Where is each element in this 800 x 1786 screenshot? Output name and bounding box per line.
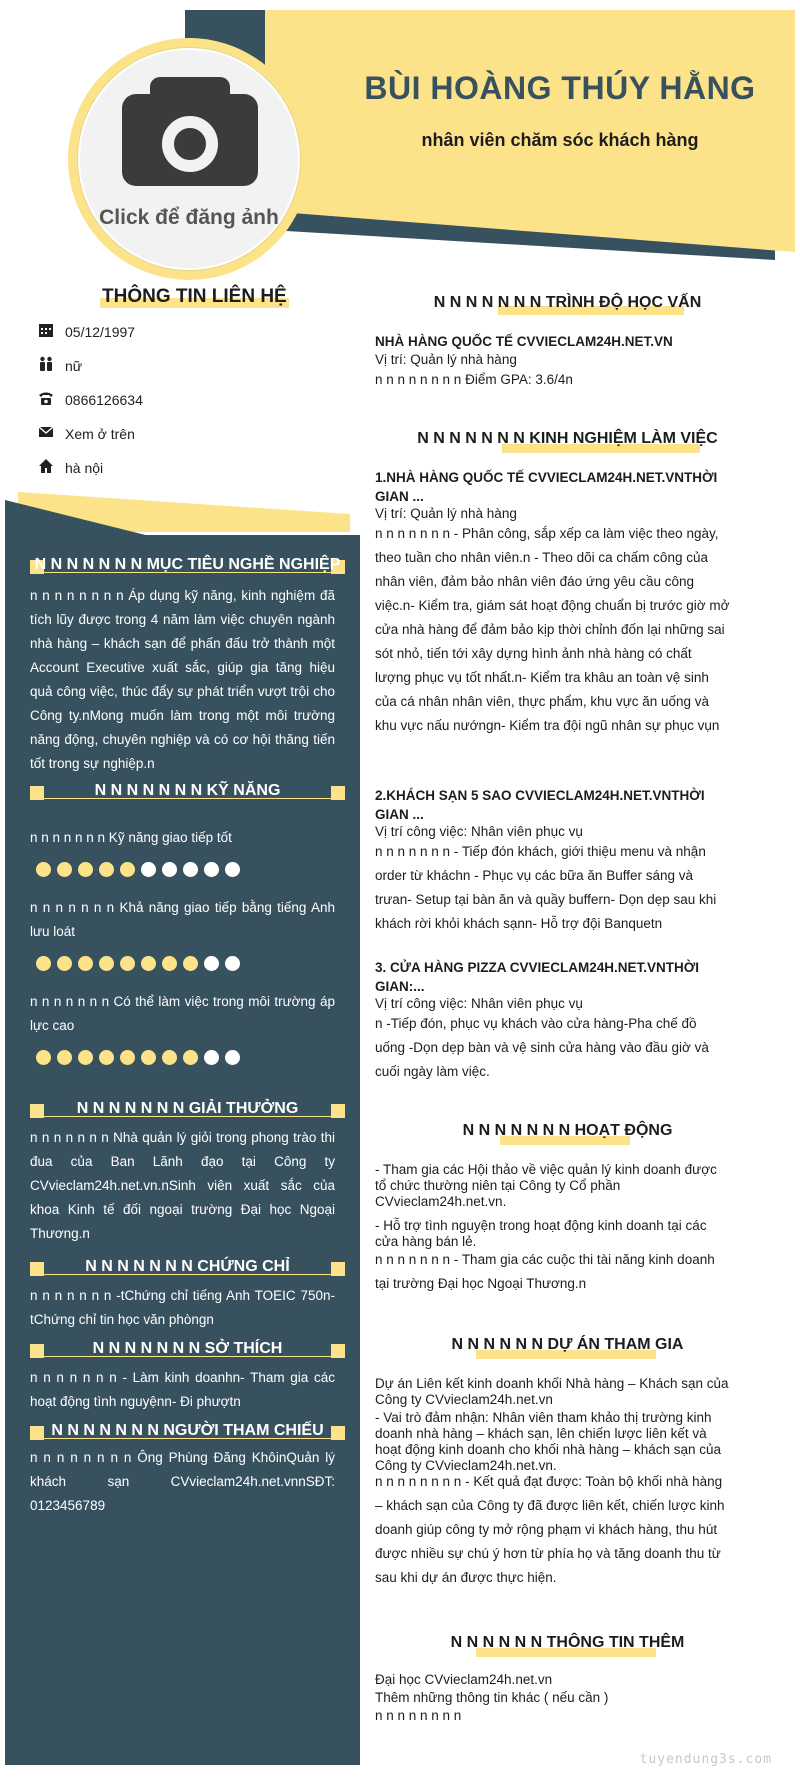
rating-dot-filled (36, 1050, 51, 1065)
job-description[interactable]: n n n n n n n - Tiếp đón khách, giới thiệu menu và nhận order từ kháchn - Phục vụ các bữa ăn Buffer sáng và trưan- Setup tại bàn ăn và quầy buffern- Dọn dẹp sau khi khách rời khỏi khách sạnn- Hỗ trợ đội Banquetn (375, 844, 717, 931)
camera-lens-icon (162, 116, 218, 172)
additional-line[interactable]: Thêm những thông tin khác ( nếu cần ) (375, 1690, 609, 1705)
activity-item[interactable]: n n n n n n n - Tham gia các cuộc thi tài năng kinh doanh tại trường Đại học Ngoại Thương.n (375, 1252, 715, 1291)
rating-dot-filled (120, 862, 135, 877)
job-position[interactable]: Vị trí công việc: Nhân viên phục vụ (375, 996, 583, 1011)
rating-dot-filled (99, 956, 114, 971)
avatar-upload[interactable] (78, 48, 300, 270)
job-description[interactable]: n n n n n n n - Phân công, sắp xếp ca làm việc theo ngày, theo tuần cho nhân viên.n - Theo dõi ca chấm công của nhân viên, đảm bảo nhân viên đáo ứng yêu cầu công việc.n- Kiểm tra, giám sát hoạt động chuẩn bị trước giờ mở cửa nhà hàng để đảm bảo kịp thời chỉnh đốn lại những sai sót nhỏ, tiến tới xây dựng hình ảnh nhà hàng có chất lượng phục vụ tốt nhất.n- Kiểm tra khâu an toàn vệ sinh của cá nhân nhân viên, thực phẩm, khu vực ăn uống và khu vực nấu nướngn- Kiểm tra đội ngũ nhân sự phục vụn (375, 526, 730, 733)
rating-dot-empty (141, 862, 156, 877)
home-icon (38, 458, 54, 474)
rating-dot-filled (120, 1050, 135, 1065)
rating-dot-filled (36, 956, 51, 971)
rating-dot-filled (162, 1050, 177, 1065)
rating-dot-empty (183, 862, 198, 877)
envelope-icon (38, 424, 54, 440)
rating-dot-filled (78, 862, 93, 877)
rating-dot-filled (99, 862, 114, 877)
watermark: tuyendung3s.com (639, 1752, 772, 1767)
certificates-text[interactable]: n n n n n n n -tChứng chỉ tiếng Anh TOEIC 750n-tChứng chỉ tin học văn phòngn (30, 1288, 335, 1327)
contact-address-value: hà nội (65, 460, 104, 476)
project-role[interactable]: - Vai trò đảm nhận: Nhân viên tham khảo thị trường kinh doanh nhà hàng – khách sạn, lên chiến lược liên kết và hoạt động kinh doanh cho khối nhà hàng – khách sạn của Công ty CVvieclam24h.net.vn. (375, 1410, 722, 1473)
rating-dot-filled (183, 956, 198, 971)
rating-dot-filled (120, 956, 135, 971)
project-name[interactable]: Dự án Liên kết kinh doanh khối Nhà hàng – Khách sạn của Công ty CVvieclam24h.net.vn (375, 1376, 729, 1407)
education-school[interactable]: NHÀ HÀNG QUỐC TẾ CVVIECLAM24H.NET.VN (375, 334, 673, 349)
additional-line[interactable]: n n n n n n n n (375, 1708, 462, 1723)
rating-dot-empty (204, 1050, 219, 1065)
activity-item[interactable]: - Tham gia các Hội thảo về việc quản lý kinh doanh được tổ chức thường niên tại Công ty Cổ phần CVvieclam24h.net.vn. (375, 1162, 717, 1209)
contact-phone-value: 0866126634 (65, 392, 143, 408)
education-title: N N N N N N N TRÌNH ĐỘ HỌC VẤN (433, 294, 702, 311)
rating-dot-empty (225, 1050, 240, 1065)
rating-dot-filled (57, 862, 72, 877)
references-title: N N N N N N N NGƯỜI THAM CHIẾU (51, 1422, 324, 1439)
rating-dot-empty (225, 956, 240, 971)
phone-icon (38, 390, 54, 406)
job-heading[interactable]: 1.NHÀ HÀNG QUỐC TẾ CVVIECLAM24H.NET.VNTHỜI GIAN ... (375, 470, 718, 504)
rating-dot-filled (141, 1050, 156, 1065)
hobbies-text[interactable]: n n n n n n n - Làm kinh doanhn- Tham gia các hoạt động tình nguyệnn- Đi phượtn (30, 1370, 335, 1409)
job-heading[interactable]: 2.KHÁCH SẠN 5 SAO CVVIECLAM24H.NET.VNTHỜI GIAN ... (375, 788, 705, 822)
contact-gender-value: nữ (65, 358, 83, 374)
rating-dot-filled (57, 1050, 72, 1065)
contact-title: THÔNG TIN LIÊN HỆ (102, 286, 287, 307)
contact-birthday-value: 05/12/1997 (65, 324, 136, 340)
awards-title: N N N N N N N GIẢI THƯỞNG (76, 1100, 299, 1117)
job-position[interactable]: Vị trí công việc: Nhân viên phục vụ (375, 824, 583, 839)
activity-item[interactable]: - Hỗ trợ tình nguyện trong hoạt động kinh doanh tại các cửa hàng bán lẻ. (375, 1218, 707, 1249)
candidate-name[interactable]: BÙI HOÀNG THÚY HẰNG (364, 70, 756, 106)
rating-dot-filled (183, 1050, 198, 1065)
rating-dot-filled (57, 956, 72, 971)
hobbies-title: N N N N N N N SỞ THÍCH (92, 1340, 283, 1357)
rating-dot-empty (162, 862, 177, 877)
rating-dot-filled (141, 956, 156, 971)
rating-dot-empty (225, 862, 240, 877)
rating-dot-empty (204, 862, 219, 877)
rating-dot-filled (162, 956, 177, 971)
education-position[interactable]: Vị trí: Quản lý nhà hàng (375, 352, 517, 367)
job-position[interactable]: Vị trí: Quản lý nhà hàng (375, 506, 517, 521)
job-title[interactable]: nhân viên chăm sóc khách hàng (421, 130, 699, 150)
project-result[interactable]: n n n n n n n n - Kết quả đạt được: Toàn bộ khối nhà hàng – khách sạn của Công ty đã được liên kết, chiến lược kinh doanh giúp công ty mở rộng phạm vi khách hàng, thu hút được nhiều sự chú ý hơn từ phía họ và tăng doanh thu từ sau khi dự án được thực hiện. (375, 1474, 725, 1585)
skill-name[interactable]: n n n n n n n Kỹ năng giao tiếp tốt (30, 830, 232, 845)
objective-text[interactable]: n n n n n n n n Áp dụng kỹ năng, kinh nghiệm đã tích lũy được trong 4 năm làm việc chuyên ngành nhà hàng – khách sạn để phấn đấu trở thành một Account Executive xuất sắc, giúp gia tăng hiệu quả công việc, thúc đẩy sự phát triển vượt trội cho Công ty.nMong muốn làm trong một môi trường năng động, chuyên nghiệp và có cơ hội thăng tiến tốt trong sự nghiệp.n (30, 588, 335, 771)
additional-line[interactable]: Đại học CVvieclam24h.net.vn (375, 1672, 553, 1687)
rating-dot-filled (99, 1050, 114, 1065)
rating-dot-filled (36, 862, 51, 877)
people-icon (38, 356, 54, 372)
calendar-icon (38, 322, 54, 338)
rating-dot-filled (78, 956, 93, 971)
awards-text[interactable]: n n n n n n n Nhà quản lý giỏi trong phong trào thi đua của Ban Lãnh đạo tại Công ty CVvieclam24h.net.vn.nSinh viên xuất sắc của khoa Kinh tế đối ngoại trường Đại học Ngoại Thương.n (30, 1130, 335, 1241)
rating-dot-empty (204, 956, 219, 971)
job-description[interactable]: n -Tiếp đón, phục vụ khách vào cửa hàng-Pha chế đồ uống -Dọn dẹp bàn và vệ sinh cửa hàng vào đầu giờ và cuối ngày làm việc. (375, 1016, 709, 1079)
references-text[interactable]: n n n n n n n n Ông Phùng Đăng KhôinQuản lý khách sạn CVvieclam24h.net.vnnSĐT: 0123456789 (30, 1450, 335, 1513)
contact-email-value: Xem ở trên (65, 426, 135, 442)
skill-name[interactable]: n n n n n n n Khả năng giao tiếp bằng tiếng Anh lưu loát (30, 900, 335, 939)
projects-title: N N N N N N DỰ ÁN THAM GIA (451, 1336, 684, 1353)
job-heading[interactable]: 3. CỬA HÀNG PIZZA CVVIECLAM24H.NET.VNTHỜI GIAN:... (375, 960, 699, 994)
skills-title: N N N N N N N KỸ NĂNG (94, 782, 281, 799)
experience-title: N N N N N N N KINH NGHIỆM LÀM VIỆC (417, 430, 718, 447)
avatar-upload-label: Click để đăng ảnh (99, 206, 279, 229)
objective-title: N N N N N N N MỤC TIÊU NGHỀ NGHIỆP (34, 556, 341, 573)
additional-title: N N N N N N THÔNG TIN THÊM (450, 1634, 685, 1651)
rating-dot-filled (78, 1050, 93, 1065)
certificates-title: N N N N N N N CHỨNG CHỈ (85, 1258, 290, 1275)
education-gpa[interactable]: n n n n n n n n Điểm GPA: 3.6/4n (375, 372, 573, 387)
activities-title: N N N N N N N HOẠT ĐỘNG (462, 1122, 673, 1139)
skill-name[interactable]: n n n n n n n Có thể làm việc trong môi trường áp lực cao (30, 994, 335, 1033)
